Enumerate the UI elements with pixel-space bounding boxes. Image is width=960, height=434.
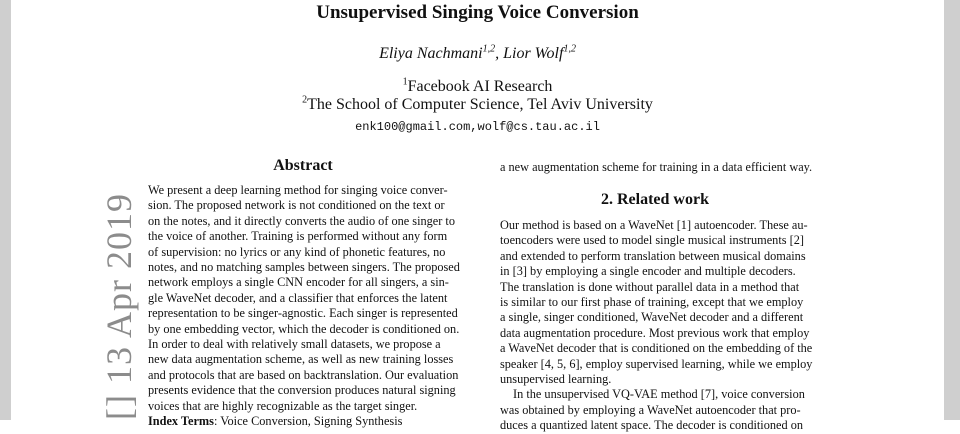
arxiv-margin-stamp: [] 13 Apr 2019 — [99, 193, 139, 420]
abstract-line: presents evidence that the conversion produces natural signing — [148, 383, 456, 398]
related-work-body — [500, 218, 812, 434]
index-terms — [148, 414, 460, 429]
body-line: was obtained by employing a WaveNet autoencoder that pro- — [500, 402, 801, 417]
abstract-line: of supervision: no lyrics or any kind of phonetic features, no — [148, 244, 446, 259]
viewer-right-margin — [944, 0, 960, 420]
affiliation-1 — [11, 78, 944, 96]
abstract-line: gle WaveNet decoder, and a classifier that enforces the latent — [148, 290, 448, 305]
abstract-line: We present a deep learning method for singing voice conver- — [148, 183, 448, 197]
abstract-heading: Abstract — [273, 157, 333, 174]
body-line: unsupervised learning. — [500, 372, 612, 387]
abstract-line: network employs a single CNN encoder for all singers, a sin- — [148, 275, 449, 290]
body-line: toencoders were used to model single musical instruments [2] — [500, 233, 804, 248]
abstract-line: new data augmentation scheme, as well as new training losses — [148, 352, 454, 367]
abstract-line: In order to deal with relatively small datasets, we propose a — [148, 337, 441, 352]
author-name: Eliya Nachmani — [379, 45, 483, 62]
body-line: The translation is done without parallel data in a method that — [500, 279, 800, 294]
abstract-body — [148, 183, 460, 430]
carry-over-line: a new augmentation scheme for training in a data efficient way. — [500, 160, 813, 174]
affiliation-mark: 1 — [402, 76, 408, 88]
abstract-line: voices that are highly recognizable as the target singer. — [148, 398, 418, 413]
body-line: duces a quantized latent space. The decoder is conditioned on — [500, 418, 803, 433]
related-work-heading: 2. Related work — [601, 191, 709, 208]
body-line: is similar to our first phase of training, except that we employ — [500, 295, 804, 310]
affiliation-2 — [11, 96, 944, 114]
abstract-line: the voice of another. Training is performed without any form — [148, 229, 448, 244]
abstract-line: on the notes, and it directly converts the audio of one singer to — [148, 213, 456, 228]
author-emails: enk100@gmail.com,wolf@cs.tau.ac.il — [355, 120, 600, 134]
body-line: a WaveNet decoder that is conditioned on the embedding of the — [500, 341, 813, 356]
abstract-line: by one embedding vector, which the decoder is conditioned on. — [148, 321, 460, 336]
abstract-line: and protocols that are based on backtranslation. Our evaluation — [148, 367, 459, 382]
index-terms-text: : Voice Conversion, Signing Synthesis — [213, 414, 403, 429]
body-line: a single, singer conditioned, WaveNet decoder and a different — [500, 310, 804, 325]
affiliation-mark: 2 — [302, 94, 308, 106]
paper-page — [11, 0, 944, 433]
author-affiliation-mark: 1,2 — [482, 43, 496, 55]
author-line: Eliya Nachmani$^{1,2}$, Lior Wolf$^{1,2}$ — [379, 43, 576, 62]
author-name: Lior Wolf — [503, 45, 564, 62]
body-line: in [3] by employing a single encoder and multiple decoders. — [500, 264, 796, 279]
abstract-line: representation to be singer-agnostic. Each singer is represented — [148, 306, 458, 321]
body-line: In the unsupervised VQ-VAE method [7], voice conversion — [513, 387, 805, 402]
paper-title: Unsupervised Singing Voice Conversion — [316, 2, 639, 23]
body-line: data augmentation procedure. Most previous work that employ — [500, 325, 810, 340]
index-terms-label: Index Terms — [148, 414, 214, 429]
abstract-line: sion. The proposed network is not conditioned on the text or — [148, 198, 445, 213]
affiliation-name: Facebook AI Research — [407, 78, 553, 95]
body-line: and extended to perform translation between musical domains — [500, 248, 806, 263]
body-line: speaker [4, 5, 6], employ supervised learning, while we employ — [500, 356, 813, 371]
body-line: Our method is based on a WaveNet [1] autoencoder. These au- — [500, 218, 808, 232]
viewer-left-margin — [0, 0, 11, 420]
author-affiliation-mark: 1,2 — [563, 43, 576, 55]
abstract-line: notes, and no matching samples between singers. The proposed — [148, 260, 460, 275]
affiliation-name: The School of Computer Science, Tel Aviv University — [307, 96, 653, 113]
